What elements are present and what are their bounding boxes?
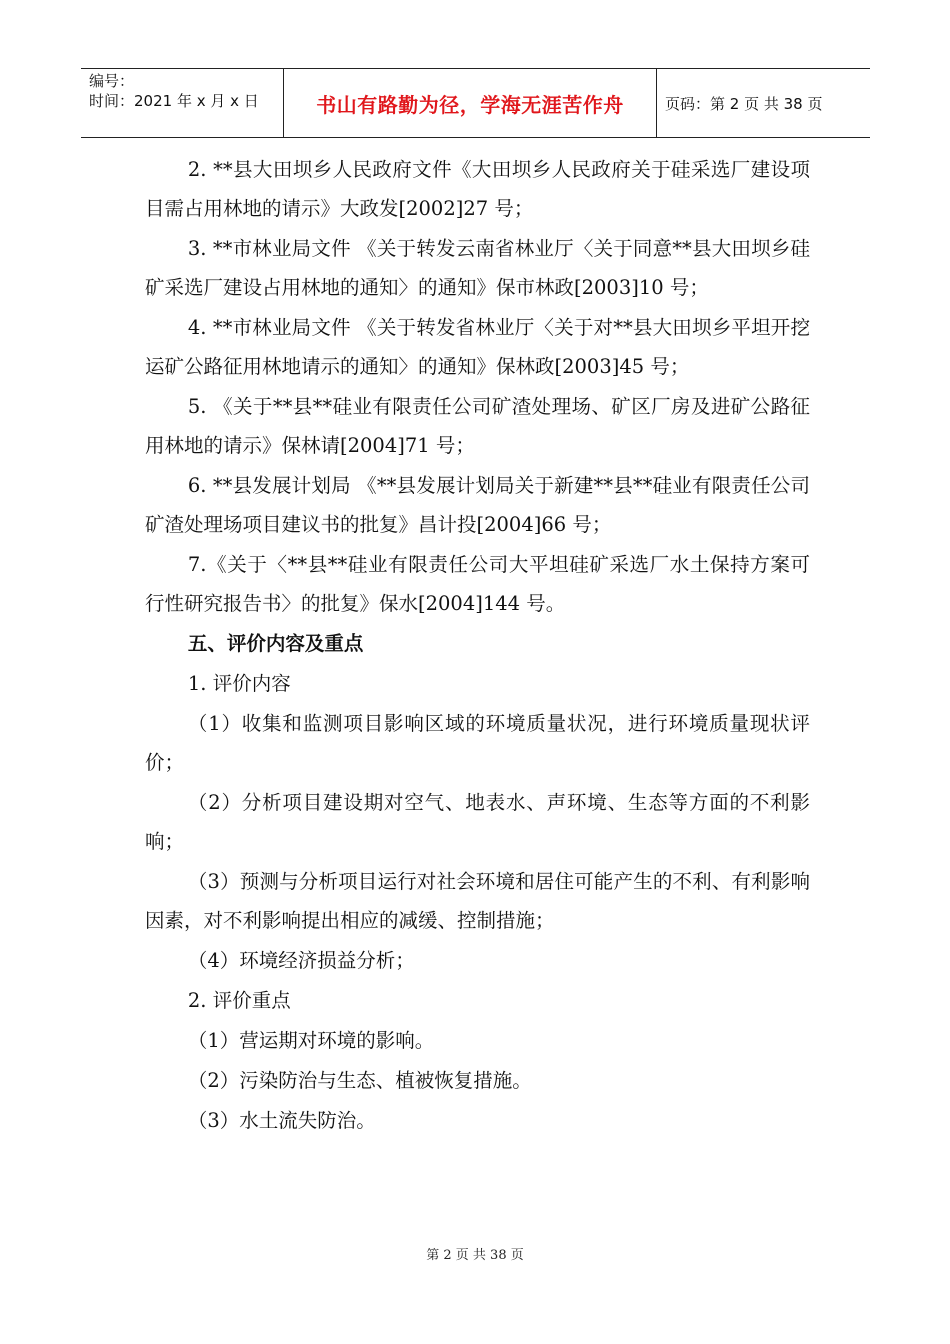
- evaluation-focus-item-3: （3）水土流失防治。: [187, 1109, 376, 1132]
- reference-item-2: 2. **县大田坝乡人民政府文件《大田坝乡人民政府关于硅采选厂建设项目需占用林地的请示》大政发[2002]27 号；: [145, 158, 810, 220]
- reference-item-5: 5. 《关于**县**硅业有限责任公司矿渣处理场、矿区厂房及进矿公路征用林地的请示》保林请[2004]71 号；: [145, 395, 810, 457]
- evaluation-content-item-3: （3）预测与分析项目运行对社会环境和居住可能产生的不利、有利影响因素，对不利影响提出相应的减缓、控制措施；: [145, 870, 810, 932]
- evaluation-content-item-1: （1）收集和监测项目影响区域的环境质量状况，进行环境质量现状评价；: [145, 712, 810, 774]
- number-label: 编号：: [89, 72, 135, 90]
- evaluation-content-item-2: （2）分析项目建设期对空气、地表水、声环境、生态等方面的不利影响；: [145, 791, 810, 853]
- header-motto: 书山有路勤为径，学海无涯苦作舟: [283, 69, 657, 137]
- page-header: [81, 68, 870, 138]
- document-body: [145, 150, 810, 1140]
- reference-item-6: 6. **县发展计划局 《**县发展计划局关于新建**县**硅业有限责任公司矿渣处理场项目建议书的批复》昌计投[2004]66 号；: [145, 474, 810, 536]
- subsection-title-1: 1. 评价内容: [187, 672, 291, 695]
- reference-item-7: 7.《关于〈**县**硅业有限责任公司大平坦硅矿采选厂水土保持方案可行性研究报告书〉的批复》保水[2004]144 号。: [145, 553, 810, 615]
- header-left-cell: [81, 69, 283, 137]
- page-footer: 第 2 页 共 38 页: [426, 1248, 524, 1263]
- evaluation-focus-item-1: （1）营运期对环境的影响。: [187, 1029, 435, 1052]
- section-heading: 五、评价内容及重点: [187, 632, 364, 655]
- header-page-info: 页码：第 2 页 共 38 页: [665, 94, 823, 113]
- reference-item-4: 4. **市林业局文件 《关于转发省林业厅〈关于对**县大田坝乡平坦开挖运矿公路征用林地请示的通知〉的通知》保林政[2003]45 号；: [145, 316, 810, 378]
- evaluation-focus-item-2: （2）污染防治与生态、植被恢复措施。: [187, 1069, 532, 1092]
- reference-item-3: 3. **市林业局文件 《关于转发云南省林业厅〈关于同意**县大田坝乡硅矿采选厂建设占用林地的通知〉的通知》保市林政[2003]10 号；: [145, 237, 810, 299]
- date-line: 时间：2021 年 x 月 x 日: [89, 92, 259, 110]
- subsection-title-2: 2. 评价重点: [187, 989, 291, 1012]
- evaluation-content-item-4: （4）环境经济损益分析；: [187, 949, 415, 972]
